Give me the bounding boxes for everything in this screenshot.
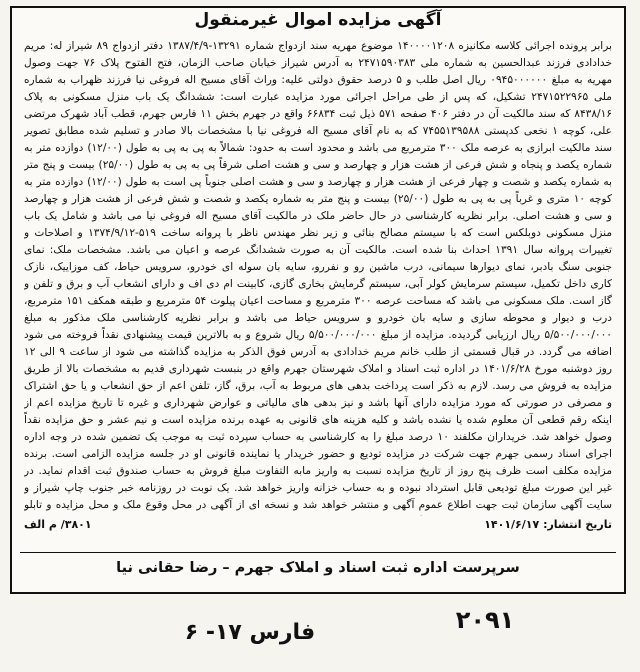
signature: سرپرست اداره ثبت اسناد و املاک جهرم – رضا حقانی نیا bbox=[116, 560, 520, 576]
footer-code: فارس ۱۷- ۶ bbox=[184, 620, 316, 645]
notice-code: ۳۸۰۱/ م الف bbox=[24, 518, 92, 531]
notice-title: آگهی مزایده اموال غیرمنقول bbox=[194, 10, 442, 30]
divider bbox=[20, 552, 616, 553]
notice-body: برابر پرونده اجرائی کلاسه مکانیزه ۱۴۰۰۰۰۱۲۰۸ موضوع مهریه سند ازدواج شماره ۱۳۲۹۱-۱۳۸۷/۴/۹ دفتر ازدواج ۸۹ شیراز له: مریم خدادادی فرزند عبدالحسین به شماره ملی ۲۴۷۱۵۹۰۳۸۳ به آدرس شیراز خیابان صاحب الزمان، فتح الفتوح پلاک ۷۶ جهت وصول مهریه به مبلغ ۰۹۴۵۰۰۰۰۰۰ ریال اصل طلب و ۵ درصد حقوق دولتی علیه: وراث آقای مسیح اله فروغی نیا فرزند ظهراب به شماره ملی ۲۴۷۱۵۲۲۹۶۵ تشکیل، که پس از طی مراحل اجرائی مورد مزایده عبارت است: ششدانگ یک باب منزل مسکونی به پلاک ۸۴۳۸/۱۶ که سند مالکیت آن در دفتر ۴۰۶ صفحه ۵۷۱ ذیل ثبت ۶۶۸۳۴ واقع در جهرم بخش ۱۱ فارس جهرم، قطب آباد شهرک مرتضی علی، کوچه ۱ نخعی کدپستی ۷۴۵۵۱۳۹۵۸۸ که به نام آقای مسیح اله فروغی نیا با مشخصات بالا صادر و تسلیم شده مطابق تصویر سند مالکیت ابرازی به عرصه ملک ۳۰۰ مترمربع می باشد و محدود است به حدود: شمالاً به پی به پی به طول (۱۲/۰۰) دوازده متر به شماره یکصد و پنجاه و شش فرعی از هشت هزار و چهارصد و سی و هشت اصلی شرقاً پی به پی به طول (۲۵/۰۰) بیست و پنج متر به شماره یکصد و شصت و چهار فرعی از هشت هزار و چهارصد و سی و هشت اصلی جنوباً پی است به طول (۱۲/۰۰) دوازده متر به کوچه ۱۰ متری و غرباً پی به پی به طول (۲۵/۰۰) بیست و پنج متر به شماره یکصد و شصت و شش فرعی از هشت هزار و چهارصد و سی و هشت اصلی. برابر نظریه کارشناسی در حال حاضر ملک در مالکیت آقای مسیح اله فروغی نیا می باشد و شامل یک باب منزل مسکونی دوبلکس است که با سیستم مصالح بنائی و زیر نظر مهندس ناظر با پروانه ساخت ۵۱۹-۱۳۷۴/۹/۱۲ و اصلاحات و تغییرات پروانه سال ۱۳۹۱ احداث بنا شده است. مالکیت آن به صورت ششدانگ عرصه و اعیان می باشد. مشخصات ملک: نمای جنوبی سنگ بادبر، نمای دیوارها سیمانی، درب ماشین رو و نفررو، سایه بان سوله ای خودرو، سرویس حیاط، کف موزاییک، نازک کاری داخل تکمیل، سیستم سرمایش کولر آبی، سیستم گرمایش بخاری گازی، کابینت ام دی اف و دارای انشعاب آب و برق و تلفن و گاز است. ملک مسکونی می باشد که مساحت عرصه ۳۰۰ مترمربع و مساحت اعیان پیلوت ۵۴ مترمربع و طبقه همکف ۱۵۱ مترمربع، درب و دیوار و محوطه سازی و سایه بان خودرو و سرویس حیاط می باشد و برابر نظریه کارشناسی ملک مذکور به مبلغ ۵/۵۰۰/۰۰۰/۰۰۰ ریال ارزیابی گردیده. مزایده از مبلغ ۵/۵۰۰/۰۰۰/۰۰۰ ریال شروع و به بالاترین قیمت پیشنهادی نقداً فروخته می شود اضافه می گردد. در قبال قسمتی از طلب خانم مریم خدادادی به آدرس فوق الذکر به مزایده گذاشته می شود از ساعت ۹ الی ۱۲ روز دوشنبه مورخ ۱۴۰۱/۶/۲۸ در اداره ثبت اسناد و املاک شهرستان جهرم واقع در بنبست شهرداری قدیم به مشخصات بالا از طریق مزایده به فروش می رسد. لازم به ذکر است پرداخت بدهی های مربوط به آب، برق، گاز، تلفن اعم از حق انشعاب و یا حق اشتراک و مصرفی در صورتی که مورد مزایده دارای آنها باشد و نیز بدهی های مالیاتی و عوارض شهرداری و غیره تا تاریخ مزایده اعم از اینکه رقم قطعی آن معلوم شده یا نشده باشد و کلیه هزینه های قانونی به عهده برنده مزایده است و نیم عشر و حق مزایده نقداً وصول خواهد شد. خریداران مکلفند ۱۰ درصد مبلغ را به کارشناسی به حساب سپرده ثبت به موجب یک تضمین شده در وجه اداره اجرای اسناد رسمی جهرم جهت شرکت در مزایده تودیع و حضور خریدار یا نماینده قانونی او در جلسه مزایده الزامی است. برنده مزایده مکلف است ظرف پنج روز از تاریخ مزایده نسبت به واریز مابه التفاوت مبلغ فروش به حساب صندوق ثبت اقدام نماید. در غیر این صورت مبلغ تودیعی قابل استرداد نبوده و به حساب خزانه واریز خواهد شد. یک نوبت در روزنامه خبر جنوب چاپ شیراز و سایت آگهی سازمان ثبت جهت اطلاع عموم آگهی و منتشر خواهد شد و نسخه ای از آگهی در محل وقوع ملک و محل مزایده و تابلو bbox=[24, 40, 612, 511]
publish-date: تاریخ انتشار: ۱۴۰۱/۶/۱۷ bbox=[484, 518, 612, 531]
footer-number: ۲۰۹۱ bbox=[455, 606, 515, 634]
notice-box bbox=[10, 6, 626, 594]
notice-meta bbox=[24, 518, 612, 538]
